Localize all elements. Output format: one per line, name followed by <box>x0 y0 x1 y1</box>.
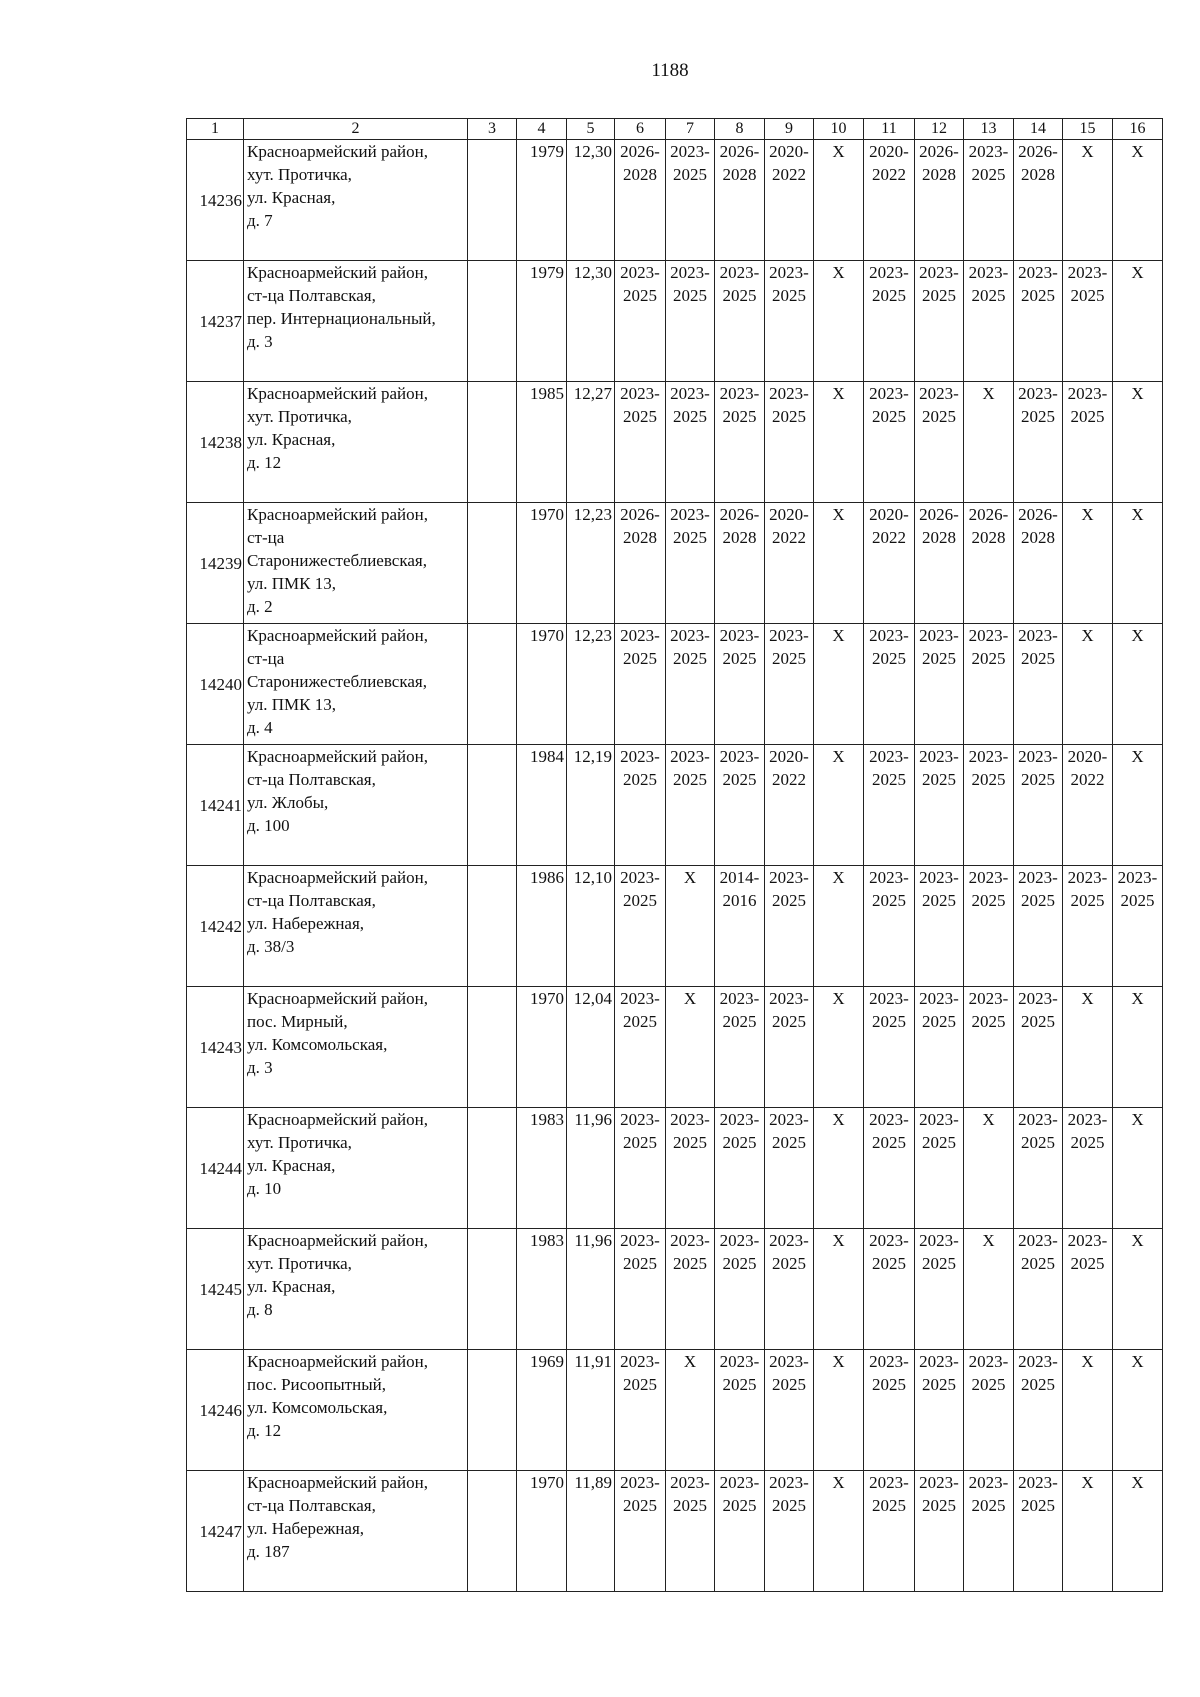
column-header: 16 <box>1113 119 1163 140</box>
col-13-cell: 2023- 2025 <box>964 866 1014 987</box>
col-6-cell: 2026- 2028 <box>615 140 666 261</box>
col-8-cell: 2023- 2025 <box>715 1229 765 1350</box>
col-6-cell: 2023- 2025 <box>615 1350 666 1471</box>
col-16-cell: X <box>1113 987 1163 1108</box>
col-15-cell: 2023- 2025 <box>1063 1229 1113 1350</box>
col-6-cell: 2023- 2025 <box>615 987 666 1108</box>
col-6-cell: 2023- 2025 <box>615 624 666 745</box>
col-14-cell: 2023- 2025 <box>1014 745 1063 866</box>
col-11-cell: 2020- 2022 <box>864 503 915 624</box>
year-cell: 1986 <box>517 866 567 987</box>
table-body <box>187 140 1163 1592</box>
col-12-cell: 2023- 2025 <box>915 1108 964 1229</box>
col-15-cell: X <box>1063 140 1113 261</box>
col-11-cell: 2023- 2025 <box>864 1350 915 1471</box>
col-9-cell: 2023- 2025 <box>765 987 814 1108</box>
row-number-cell: 14246 <box>187 1350 244 1471</box>
col-6-cell: 2023- 2025 <box>615 745 666 866</box>
col-3-cell <box>468 1471 517 1592</box>
table-row <box>187 1350 1163 1471</box>
col-7-cell: 2023- 2025 <box>666 1108 715 1229</box>
year-cell: 1985 <box>517 382 567 503</box>
col-11-cell: 2023- 2025 <box>864 382 915 503</box>
col-14-cell: 2023- 2025 <box>1014 1229 1063 1350</box>
year-cell: 1983 <box>517 1229 567 1350</box>
value-cell: 12,19 <box>567 745 615 866</box>
page-number: 1188 <box>651 60 689 81</box>
value-cell: 12,30 <box>567 140 615 261</box>
col-10-cell: X <box>814 745 864 866</box>
col-13-cell: 2026- 2028 <box>964 503 1014 624</box>
col-13-cell: 2023- 2025 <box>964 624 1014 745</box>
col-6-cell: 2023- 2025 <box>615 1471 666 1592</box>
column-header: 14 <box>1014 119 1063 140</box>
col-7-cell: 2023- 2025 <box>666 745 715 866</box>
col-14-cell: 2023- 2025 <box>1014 1471 1063 1592</box>
col-12-cell: 2023- 2025 <box>915 382 964 503</box>
address-cell: Красноармейский район, пос. Рисоопытный, ул. Комсомольская, д. 12 <box>244 1350 468 1471</box>
col-10-cell: X <box>814 1471 864 1592</box>
row-number-cell: 14243 <box>187 987 244 1108</box>
col-15-cell: X <box>1063 624 1113 745</box>
col-7-cell: 2023- 2025 <box>666 382 715 503</box>
col-9-cell: 2020- 2022 <box>765 745 814 866</box>
col-13-cell: X <box>964 1108 1014 1229</box>
col-16-cell: X <box>1113 140 1163 261</box>
address-cell: Красноармейский район, ст-ца Старонижестеблиевская, ул. ПМК 13, д. 2 <box>244 503 468 624</box>
col-6-cell: 2023- 2025 <box>615 1229 666 1350</box>
col-10-cell: X <box>814 987 864 1108</box>
col-7-cell: X <box>666 1350 715 1471</box>
col-3-cell <box>468 382 517 503</box>
column-header: 7 <box>666 119 715 140</box>
col-12-cell: 2026- 2028 <box>915 503 964 624</box>
col-6-cell: 2023- 2025 <box>615 261 666 382</box>
col-6-cell: 2023- 2025 <box>615 382 666 503</box>
col-12-cell: 2026- 2028 <box>915 140 964 261</box>
col-9-cell: 2023- 2025 <box>765 866 814 987</box>
col-9-cell: 2023- 2025 <box>765 624 814 745</box>
col-13-cell: 2023- 2025 <box>964 1471 1014 1592</box>
col-9-cell: 2023- 2025 <box>765 1108 814 1229</box>
table-row <box>187 624 1163 745</box>
col-11-cell: 2023- 2025 <box>864 1471 915 1592</box>
row-number-cell: 14245 <box>187 1229 244 1350</box>
col-8-cell: 2023- 2025 <box>715 624 765 745</box>
table-row <box>187 140 1163 261</box>
value-cell: 12,10 <box>567 866 615 987</box>
col-7-cell: 2023- 2025 <box>666 503 715 624</box>
year-cell: 1970 <box>517 1471 567 1592</box>
year-cell: 1979 <box>517 140 567 261</box>
column-header: 13 <box>964 119 1014 140</box>
address-cell: Красноармейский район, хут. Протичка, ул. Красная, д. 8 <box>244 1229 468 1350</box>
col-14-cell: 2023- 2025 <box>1014 1350 1063 1471</box>
col-16-cell: X <box>1113 1229 1163 1350</box>
col-11-cell: 2023- 2025 <box>864 987 915 1108</box>
year-cell: 1970 <box>517 987 567 1108</box>
col-14-cell: 2023- 2025 <box>1014 382 1063 503</box>
col-9-cell: 2020- 2022 <box>765 503 814 624</box>
column-header: 10 <box>814 119 864 140</box>
col-11-cell: 2023- 2025 <box>864 866 915 987</box>
col-9-cell: 2023- 2025 <box>765 261 814 382</box>
column-header: 5 <box>567 119 615 140</box>
housing-repair-table <box>186 118 1163 1592</box>
col-15-cell: X <box>1063 1350 1113 1471</box>
col-16-cell: 2023- 2025 <box>1113 866 1163 987</box>
table-row <box>187 1108 1163 1229</box>
col-12-cell: 2023- 2025 <box>915 624 964 745</box>
value-cell: 12,23 <box>567 503 615 624</box>
address-cell: Красноармейский район, ст-ца Старонижестеблиевская, ул. ПМК 13, д. 4 <box>244 624 468 745</box>
col-13-cell: 2023- 2025 <box>964 140 1014 261</box>
col-11-cell: 2023- 2025 <box>864 624 915 745</box>
address-cell: Красноармейский район, хут. Протичка, ул. Красная, д. 12 <box>244 382 468 503</box>
col-8-cell: 2023- 2025 <box>715 382 765 503</box>
col-13-cell: X <box>964 1229 1014 1350</box>
col-11-cell: 2023- 2025 <box>864 1229 915 1350</box>
col-6-cell: 2023- 2025 <box>615 866 666 987</box>
col-3-cell <box>468 261 517 382</box>
col-9-cell: 2023- 2025 <box>765 1229 814 1350</box>
col-15-cell: X <box>1063 987 1113 1108</box>
year-cell: 1970 <box>517 503 567 624</box>
column-header: 8 <box>715 119 765 140</box>
col-16-cell: X <box>1113 745 1163 866</box>
col-8-cell: 2026- 2028 <box>715 503 765 624</box>
col-3-cell <box>468 503 517 624</box>
col-13-cell: 2023- 2025 <box>964 261 1014 382</box>
value-cell: 11,96 <box>567 1108 615 1229</box>
col-3-cell <box>468 1350 517 1471</box>
col-14-cell: 2023- 2025 <box>1014 866 1063 987</box>
value-cell: 12,23 <box>567 624 615 745</box>
col-8-cell: 2026- 2028 <box>715 140 765 261</box>
column-header: 4 <box>517 119 567 140</box>
col-14-cell: 2023- 2025 <box>1014 624 1063 745</box>
col-14-cell: 2023- 2025 <box>1014 261 1063 382</box>
value-cell: 11,91 <box>567 1350 615 1471</box>
col-8-cell: 2023- 2025 <box>715 1108 765 1229</box>
col-3-cell <box>468 987 517 1108</box>
address-cell: Красноармейский район, ст-ца Полтавская, пер. Интернациональный, д. 3 <box>244 261 468 382</box>
col-10-cell: X <box>814 624 864 745</box>
col-12-cell: 2023- 2025 <box>915 866 964 987</box>
col-10-cell: X <box>814 1108 864 1229</box>
column-header: 12 <box>915 119 964 140</box>
column-header: 6 <box>615 119 666 140</box>
col-9-cell: 2023- 2025 <box>765 1350 814 1471</box>
col-16-cell: X <box>1113 382 1163 503</box>
address-cell: Красноармейский район, пос. Мирный, ул. Комсомольская, д. 3 <box>244 987 468 1108</box>
col-3-cell <box>468 1108 517 1229</box>
table-row <box>187 1229 1163 1350</box>
address-cell: Красноармейский район, ст-ца Полтавская, ул. Жлобы, д. 100 <box>244 745 468 866</box>
table-row <box>187 866 1163 987</box>
row-number-cell: 14237 <box>187 261 244 382</box>
col-3-cell <box>468 624 517 745</box>
col-8-cell: 2023- 2025 <box>715 261 765 382</box>
column-header: 9 <box>765 119 814 140</box>
col-16-cell: X <box>1113 503 1163 624</box>
year-cell: 1969 <box>517 1350 567 1471</box>
table-row <box>187 987 1163 1108</box>
col-13-cell: X <box>964 382 1014 503</box>
year-cell: 1983 <box>517 1108 567 1229</box>
row-number-cell: 14244 <box>187 1108 244 1229</box>
address-cell: Красноармейский район, ст-ца Полтавская, ул. Набережная, д. 187 <box>244 1471 468 1592</box>
row-number-cell: 14240 <box>187 624 244 745</box>
row-number-cell: 14242 <box>187 866 244 987</box>
row-number-cell: 14241 <box>187 745 244 866</box>
value-cell: 11,96 <box>567 1229 615 1350</box>
col-9-cell: 2023- 2025 <box>765 1471 814 1592</box>
col-9-cell: 2023- 2025 <box>765 382 814 503</box>
col-6-cell: 2023- 2025 <box>615 1108 666 1229</box>
col-10-cell: X <box>814 140 864 261</box>
col-10-cell: X <box>814 503 864 624</box>
column-header: 1 <box>187 119 244 140</box>
col-7-cell: 2023- 2025 <box>666 140 715 261</box>
col-15-cell: 2023- 2025 <box>1063 261 1113 382</box>
table-row <box>187 382 1163 503</box>
table-row <box>187 261 1163 382</box>
address-cell: Красноармейский район, хут. Протичка, ул. Красная, д. 10 <box>244 1108 468 1229</box>
col-7-cell: 2023- 2025 <box>666 1471 715 1592</box>
col-7-cell: 2023- 2025 <box>666 1229 715 1350</box>
year-cell: 1979 <box>517 261 567 382</box>
col-13-cell: 2023- 2025 <box>964 745 1014 866</box>
col-14-cell: 2026- 2028 <box>1014 503 1063 624</box>
column-number-header <box>187 119 1163 140</box>
col-14-cell: 2023- 2025 <box>1014 1108 1063 1229</box>
row-number-cell: 14238 <box>187 382 244 503</box>
row-number-cell: 14239 <box>187 503 244 624</box>
col-16-cell: X <box>1113 624 1163 745</box>
col-14-cell: 2026- 2028 <box>1014 140 1063 261</box>
col-7-cell: 2023- 2025 <box>666 261 715 382</box>
value-cell: 12,30 <box>567 261 615 382</box>
col-16-cell: X <box>1113 261 1163 382</box>
col-16-cell: X <box>1113 1350 1163 1471</box>
col-8-cell: 2023- 2025 <box>715 1471 765 1592</box>
col-8-cell: 2014- 2016 <box>715 866 765 987</box>
address-cell: Красноармейский район, ст-ца Полтавская, ул. Набережная, д. 38/3 <box>244 866 468 987</box>
col-8-cell: 2023- 2025 <box>715 1350 765 1471</box>
col-11-cell: 2020- 2022 <box>864 140 915 261</box>
col-12-cell: 2023- 2025 <box>915 745 964 866</box>
col-12-cell: 2023- 2025 <box>915 1471 964 1592</box>
col-3-cell <box>468 866 517 987</box>
col-15-cell: 2023- 2025 <box>1063 866 1113 987</box>
col-16-cell: X <box>1113 1108 1163 1229</box>
col-15-cell: 2023- 2025 <box>1063 1108 1113 1229</box>
col-15-cell: X <box>1063 1471 1113 1592</box>
col-9-cell: 2020- 2022 <box>765 140 814 261</box>
col-12-cell: 2023- 2025 <box>915 1350 964 1471</box>
column-header: 2 <box>244 119 468 140</box>
col-13-cell: 2023- 2025 <box>964 987 1014 1108</box>
value-cell: 12,27 <box>567 382 615 503</box>
col-6-cell: 2026- 2028 <box>615 503 666 624</box>
col-8-cell: 2023- 2025 <box>715 745 765 866</box>
col-15-cell: X <box>1063 503 1113 624</box>
value-cell: 12,04 <box>567 987 615 1108</box>
table-row <box>187 1471 1163 1592</box>
col-11-cell: 2023- 2025 <box>864 261 915 382</box>
row-number-cell: 14247 <box>187 1471 244 1592</box>
col-7-cell: 2023- 2025 <box>666 624 715 745</box>
col-10-cell: X <box>814 1229 864 1350</box>
col-14-cell: 2023- 2025 <box>1014 987 1063 1108</box>
col-7-cell: X <box>666 866 715 987</box>
col-3-cell <box>468 140 517 261</box>
value-cell: 11,89 <box>567 1471 615 1592</box>
col-7-cell: X <box>666 987 715 1108</box>
year-cell: 1970 <box>517 624 567 745</box>
col-10-cell: X <box>814 1350 864 1471</box>
col-15-cell: 2023- 2025 <box>1063 382 1113 503</box>
col-10-cell: X <box>814 382 864 503</box>
col-10-cell: X <box>814 261 864 382</box>
row-number-cell: 14236 <box>187 140 244 261</box>
col-10-cell: X <box>814 866 864 987</box>
col-8-cell: 2023- 2025 <box>715 987 765 1108</box>
table-row <box>187 503 1163 624</box>
col-3-cell <box>468 745 517 866</box>
col-16-cell: X <box>1113 1471 1163 1592</box>
year-cell: 1984 <box>517 745 567 866</box>
col-3-cell <box>468 1229 517 1350</box>
col-11-cell: 2023- 2025 <box>864 745 915 866</box>
col-15-cell: 2020- 2022 <box>1063 745 1113 866</box>
table-row <box>187 745 1163 866</box>
column-header: 11 <box>864 119 915 140</box>
col-13-cell: 2023- 2025 <box>964 1350 1014 1471</box>
col-11-cell: 2023- 2025 <box>864 1108 915 1229</box>
address-cell: Красноармейский район, хут. Протичка, ул. Красная, д. 7 <box>244 140 468 261</box>
column-header: 3 <box>468 119 517 140</box>
col-12-cell: 2023- 2025 <box>915 987 964 1108</box>
col-12-cell: 2023- 2025 <box>915 1229 964 1350</box>
column-header: 15 <box>1063 119 1113 140</box>
col-12-cell: 2023- 2025 <box>915 261 964 382</box>
